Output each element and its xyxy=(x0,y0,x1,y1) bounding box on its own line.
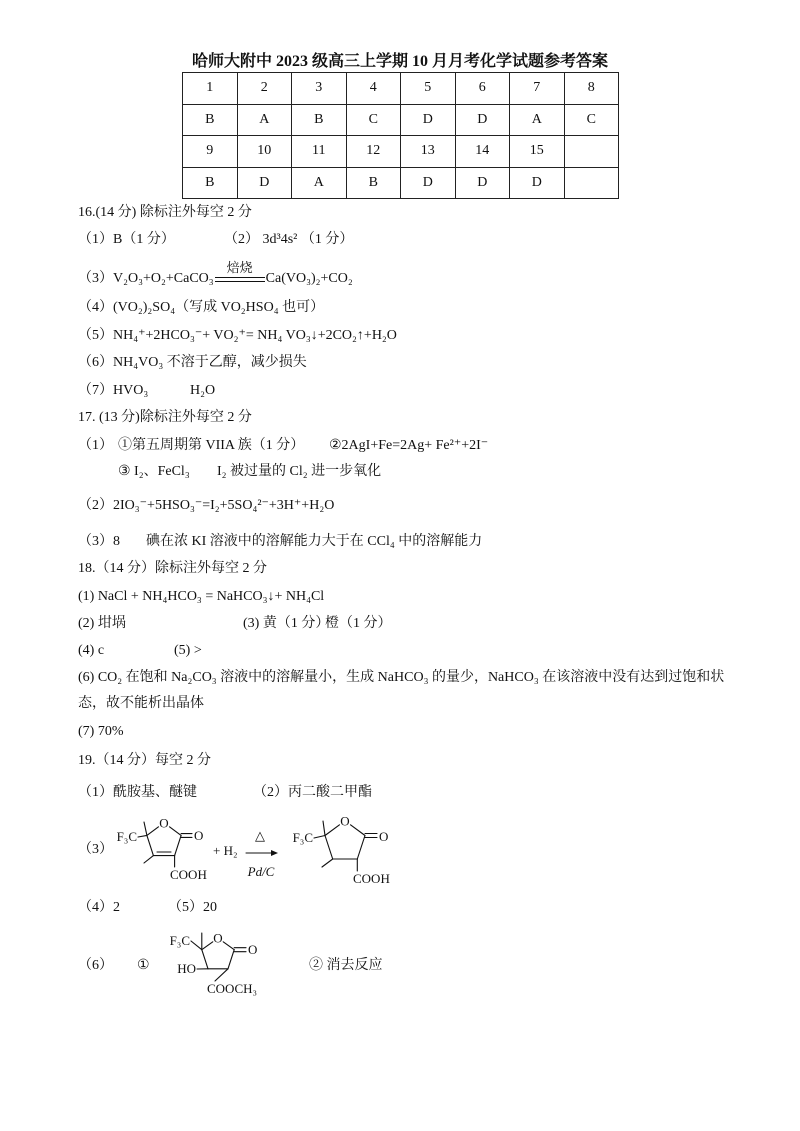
plus-hydrogen: + H₂ xyxy=(213,843,238,858)
table-row xyxy=(183,167,619,199)
equation-products: Ca(VO₃)₂+CO₂ xyxy=(265,271,353,286)
label-ring-oxygen: O xyxy=(159,815,169,831)
answer-choice: B xyxy=(292,104,347,136)
bond-methyl xyxy=(144,856,153,863)
answer-choice: C xyxy=(564,104,619,136)
question-number: 15 xyxy=(510,136,565,168)
label-cf3: F₃C xyxy=(169,933,190,948)
q16-answer-1: （1）B（1 分） xyxy=(78,232,175,247)
q18-answer-6-line1: (6) CO₂ 在饱和 Na₂CO₃ 溶液中的溶解量小，生成 NaHCO₃ 的量少，NaHCO₃ 在该溶液中没有达到过饱和状 xyxy=(78,670,725,685)
question-number: 10 xyxy=(237,136,292,168)
question-number: 12 xyxy=(346,136,401,168)
hydroxy-lactone-ester-structure xyxy=(155,925,295,1005)
bond-ring xyxy=(223,942,234,950)
answer-choice: B xyxy=(183,104,238,136)
bond-ring xyxy=(325,836,333,860)
bond-methyl xyxy=(323,821,325,836)
bond-cf3 xyxy=(191,941,202,950)
answer-choice: A xyxy=(237,104,292,136)
q17-answer-1-part3b: I₂ 被过量的 Cl₂ 进一步氧化 xyxy=(217,464,382,479)
q16-heading: 16.(14 分) 除标注外每空 2 分 xyxy=(78,205,252,220)
bond-ring xyxy=(325,825,340,836)
label-hydroxyl: HO xyxy=(177,961,196,976)
q16-answer-2: （2） 3d³4s² （1 分） xyxy=(224,232,354,247)
answer-choice: D xyxy=(455,104,510,136)
q16-answer-4: （4）(VO₂)₂SO₄（写成 VO₂HSO₄ 也可） xyxy=(78,300,325,315)
q17-answer-1-label: （1） xyxy=(78,438,113,453)
label-carboxyl: COOH xyxy=(170,867,207,882)
answer-choice: D xyxy=(401,104,456,136)
bond-ring xyxy=(228,950,234,969)
q16-answer-6: （6）NH₄VO₃ 不溶于乙醇，减少损失 xyxy=(78,355,307,370)
q18-answer-1: (1) NaCl + NH₄HCO₃ = NaHCO₃↓+ NH₄Cl xyxy=(78,589,325,604)
question-number: 3 xyxy=(292,73,347,105)
question-number: 11 xyxy=(292,136,347,168)
q19-answer-6-part1-marker: ① xyxy=(137,958,150,973)
question-number xyxy=(564,136,619,168)
question-number: 9 xyxy=(183,136,238,168)
reaction-arrow-head xyxy=(271,850,278,856)
question-number: 1 xyxy=(183,73,238,105)
question-number: 4 xyxy=(346,73,401,105)
heat-symbol: △ xyxy=(255,828,265,843)
q19-heading: 19.（14 分）每空 2 分 xyxy=(78,753,211,768)
equation-reactants: （3）V₂O₃+O₂+CaCO₃ xyxy=(78,271,214,286)
page-title: 哈师大附中 2023 级高三上学期 10 月月考化学试题参考答案 xyxy=(191,53,608,70)
answer-choice: B xyxy=(346,167,401,199)
bond-ring xyxy=(202,950,208,969)
bond-ring xyxy=(147,835,154,855)
q19-answer-6-part2: ② 消去反应 xyxy=(309,958,383,973)
answer-choice: D xyxy=(401,167,456,199)
product-structure xyxy=(293,814,390,887)
answer-choice: A xyxy=(292,167,347,199)
table-row xyxy=(183,136,619,168)
q19-answer-2: （2）丙二酸二甲酯 xyxy=(253,785,372,800)
q19-answer-6-label: （6） xyxy=(78,958,113,973)
bond-ester xyxy=(215,969,228,981)
q17-answer-1-part1: ①第五周期第 VIIA 族（1 分） xyxy=(118,438,305,453)
q16-answer-3-equation xyxy=(78,259,353,288)
question-number: 14 xyxy=(455,136,510,168)
label-carboxyl: COOH xyxy=(353,871,390,886)
q18-answer-5: (5) > xyxy=(174,643,202,658)
catalyst-label: Pd/C xyxy=(247,864,275,879)
answer-choice xyxy=(564,167,619,199)
q17-answer-3-part1: （3）8 xyxy=(78,534,120,549)
question-number: 6 xyxy=(455,73,510,105)
reactant-structure xyxy=(117,816,207,883)
q19-answer-3-label: （3） xyxy=(78,842,113,857)
label-cf3: F₃C xyxy=(116,829,137,844)
q18-answer-3-part1: (3) 黄（1 分） xyxy=(243,616,330,631)
bond-ring xyxy=(175,835,182,855)
table-row xyxy=(183,73,619,105)
q18-heading: 18.（14 分）除标注外每空 2 分 xyxy=(78,561,267,576)
bond-cf3 xyxy=(138,835,147,837)
question-number: 13 xyxy=(401,136,456,168)
q18-answer-4: (4) c xyxy=(78,643,105,658)
q19-answer-4: （4）2 xyxy=(78,900,120,915)
q18-answer-3-part2: 橙（1 分） xyxy=(325,616,392,631)
bond-ring xyxy=(202,942,213,950)
answer-choice: C xyxy=(346,104,401,136)
answer-choice: D xyxy=(237,167,292,199)
bond-ring xyxy=(147,827,159,836)
answer-choice: A xyxy=(510,104,565,136)
q18-answer-6-line2: 态，故不能析出晶体 xyxy=(78,696,204,711)
q17-heading: 17. (13 分)除标注外每空 2 分 xyxy=(78,410,252,425)
reaction-condition-label: 焙烧 xyxy=(226,259,253,275)
q18-answer-2: (2) 坩埚 xyxy=(78,616,126,631)
answer-choice: D xyxy=(510,167,565,199)
q18-answer-7: (7) 70% xyxy=(78,724,124,739)
label-methyl-ester: COOCH₃ xyxy=(207,981,258,996)
q19-answer-5: （5）20 xyxy=(168,900,217,915)
label-carbonyl-oxygen: O xyxy=(379,829,389,844)
hydrogenation-reaction-scheme xyxy=(100,805,400,895)
label-cf3: F₃C xyxy=(292,830,313,845)
label-carbonyl-oxygen: O xyxy=(248,942,258,957)
table-row xyxy=(183,104,619,136)
bond-ring xyxy=(170,827,182,836)
q16-answer-7-part2: H₂O xyxy=(190,383,216,398)
answer-choice: D xyxy=(455,167,510,199)
q19-answer-1: （1）酰胺基、醚键 xyxy=(78,785,197,800)
q16-answer-5: （5）NH₄⁺+2HCO₃⁻+ VO₂⁺= NH₄ VO₃↓+2CO₂↑+H₂O xyxy=(78,328,397,343)
q17-answer-1-part2: ②2AgI+Fe=2Ag+ Fe²⁺+2I⁻ xyxy=(329,438,489,453)
question-number: 8 xyxy=(564,73,619,105)
bond-cf3 xyxy=(314,836,325,839)
q17-answer-1-part3a: ③ I₂、FeCl₃ xyxy=(118,464,190,479)
reaction-condition-double-line xyxy=(215,259,265,282)
q16-answer-7-part1: （7）HVO₃ xyxy=(78,383,149,398)
multiple-choice-answer-table xyxy=(182,72,619,199)
bond-ring xyxy=(351,825,366,836)
label-ring-oxygen: O xyxy=(340,813,350,829)
question-number: 2 xyxy=(237,73,292,105)
question-number: 7 xyxy=(510,73,565,105)
answer-choice: B xyxy=(183,167,238,199)
q17-answer-3-part2: 碘在浓 KI 溶液中的溶解能力大于在 CCl₄ 中的溶解能力 xyxy=(146,534,483,549)
question-number: 5 xyxy=(401,73,456,105)
label-carbonyl-oxygen: O xyxy=(194,828,204,843)
bond-methyl xyxy=(322,859,333,867)
q17-answer-2: （2）2IO₃⁻+5HSO₃⁻=I₂+5SO₄²⁻+3H⁺+H₂O xyxy=(78,498,335,513)
bond-methyl xyxy=(144,822,147,835)
bond-ring xyxy=(357,836,365,860)
label-ring-oxygen: O xyxy=(213,930,223,946)
